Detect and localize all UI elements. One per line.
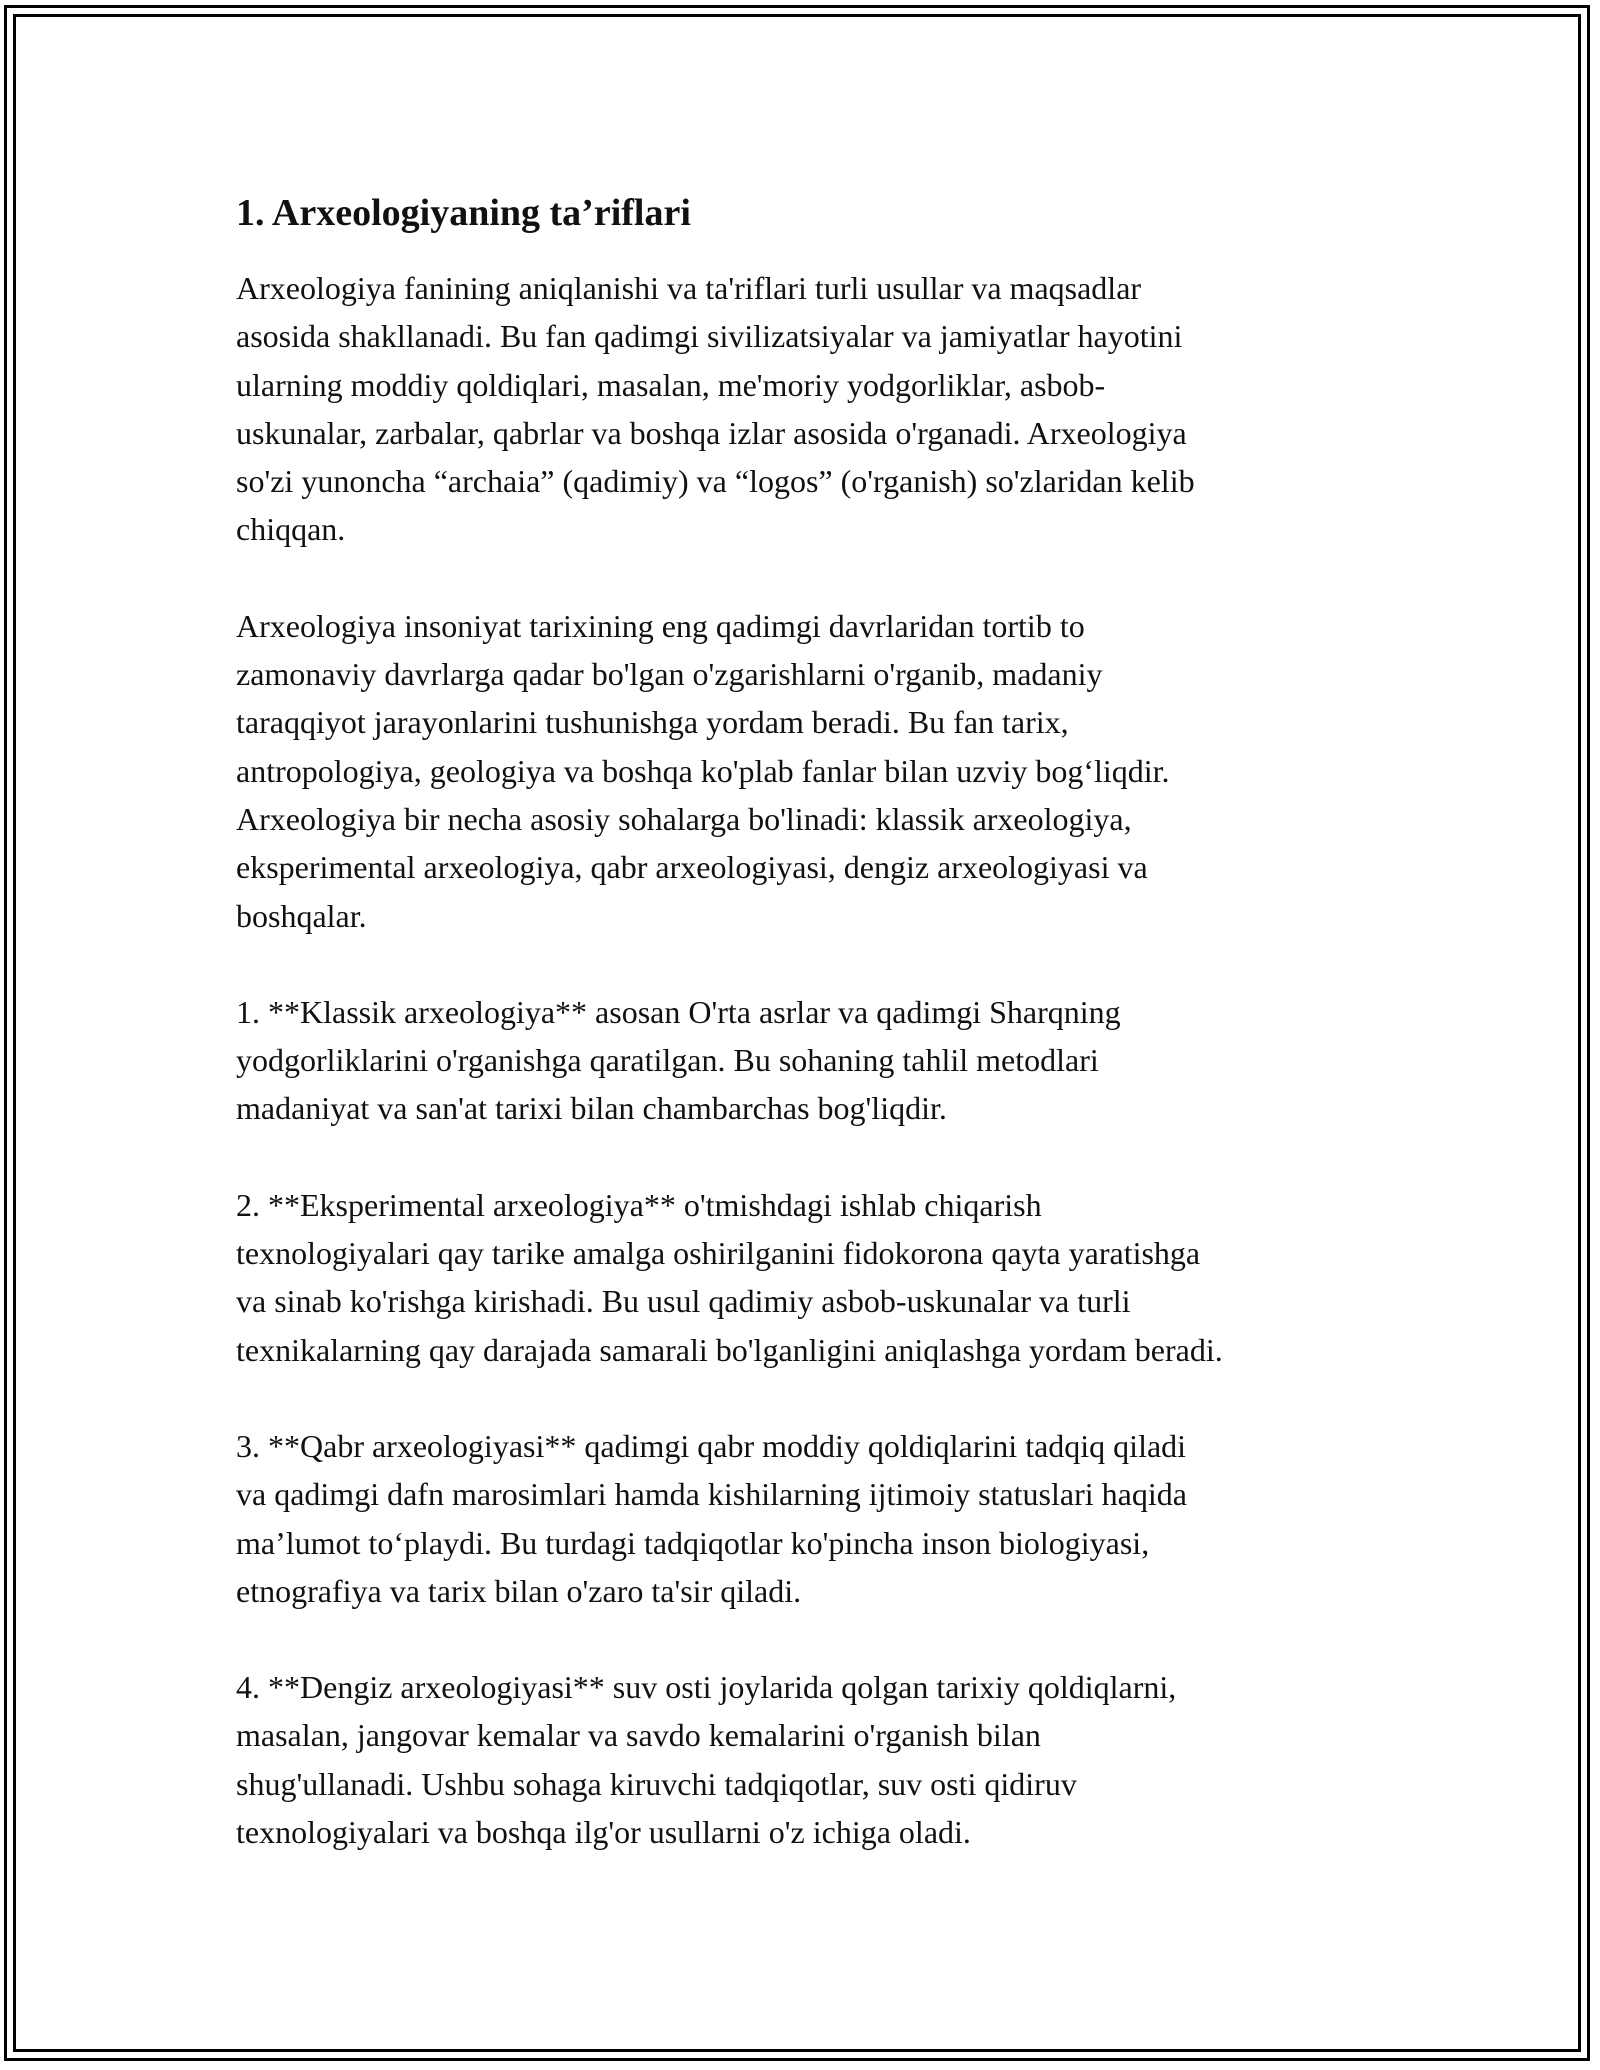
text-line: so'zi yunoncha “archaia” (qadimiy) va “logos” (o'rganish) so'zlaridan kelib (236, 463, 1195, 500)
text-line: texnologiyalari qay tarike amalga oshirilganini fidokorona qayta yaratishga (236, 1235, 1201, 1272)
text-line: asosida shakllanadi. Bu fan qadimgi sivilizatsiyalar va jamiyatlar hayotini (236, 318, 1183, 355)
text-line: Arxeologiya fanining aniqlanishi va ta'riflari turli usullar va maqsadlar (236, 270, 1142, 306)
text-line: 3. **Qabr arxeologiyasi** qadimgi qabr moddiy qoldiqlarini tadqiq qiladi (236, 1427, 1187, 1464)
text-line: Arxeologiya bir necha asosiy sohalarga bo'linadi: klassik arxeologiya, (236, 800, 1132, 837)
text-line: 4. **Dengiz arxeologiyasi** suv osti joylarida qolgan tarixiy qoldiqlarni, (236, 1669, 1177, 1706)
text-line: boshqalar. (236, 897, 367, 934)
text-line: yodgorliklarini o'rganishga qaratilgan. Bu sohaning tahlil metodlari (236, 1042, 1099, 1079)
text-line: ularning moddiy qoldiqlari, masalan, me'moriy yodgorliklar, asbob- (236, 366, 1106, 403)
document-body (236, 188, 1376, 1904)
text-line: antropologiya, geologiya va boshqa ko'plab fanlar bilan uzviy bog‘liqdir. (236, 752, 1170, 789)
text-line: ma’lumot to‘playdi. Bu turdagi tadqiqotlar ko'pincha inson biologiyasi, (236, 1524, 1150, 1561)
text-line: va qadimgi dafn marosimlari hamda kishilarning ijtimoiy statuslari haqida (236, 1476, 1187, 1513)
text-line: va sinab ko'rishga kirishadi. Bu usul qadimiy asbob-uskunalar va turli (236, 1283, 1131, 1320)
list-item-experimental-archaeology (236, 1181, 1376, 1374)
paragraph-definition (236, 264, 1376, 554)
text-line: eksperimental arxeologiya, qabr arxeologiyasi, dengiz arxeologiyasi va (236, 849, 1148, 886)
text-line: Arxeologiya insoniyat tarixining eng qadimgi davrlaridan tortib to (236, 607, 1085, 644)
section-title: 1. Arxeologiyaning ta’riflari (236, 192, 691, 234)
text-line: uskunalar, zarbalar, qabrlar va boshqa izlar asosida o'rganadi. Arxeologiya (236, 414, 1187, 451)
text-line: taraqqiyot jarayonlarini tushunishga yordam beradi. Bu fan tarix, (236, 704, 1069, 741)
text-line: 1. **Klassik arxeologiya** asosan O'rta asrlar va qadimgi Sharqning (236, 993, 1121, 1030)
text-line: zamonaviy davrlarga qadar bo'lgan o'zgarishlarni o'rganib, madaniy (236, 656, 1103, 693)
text-line: 2. **Eksperimental arxeologiya** o'tmishdagi ishlab chiqarish (236, 1186, 1042, 1223)
list-item-maritime-archaeology (236, 1663, 1376, 1856)
text-line: chiqqan. (236, 511, 346, 548)
text-line: texnikalarning qay darajada samarali bo'lganligini aniqlashga yordam beradi. (236, 1331, 1223, 1368)
paragraph-branches (236, 602, 1376, 940)
text-line: madaniyat va san'at tarixi bilan chambarchas bog'liqdir. (236, 1090, 947, 1127)
list-item-burial-archaeology (236, 1422, 1376, 1615)
text-line: masalan, jangovar kemalar va savdo kemalarini o'rganish bilan (236, 1717, 1041, 1754)
text-line: etnografiya va tarix bilan o'zaro ta'sir qiladi. (236, 1572, 802, 1609)
text-line: shug'ullanadi. Ushbu sohaga kiruvchi tadqiqotlar, suv osti qidiruv (236, 1765, 1077, 1802)
list-item-classical-archaeology (236, 988, 1376, 1133)
text-line: texnologiyalari va boshqa ilg'or usullarni o'z ichiga oladi. (236, 1814, 971, 1851)
